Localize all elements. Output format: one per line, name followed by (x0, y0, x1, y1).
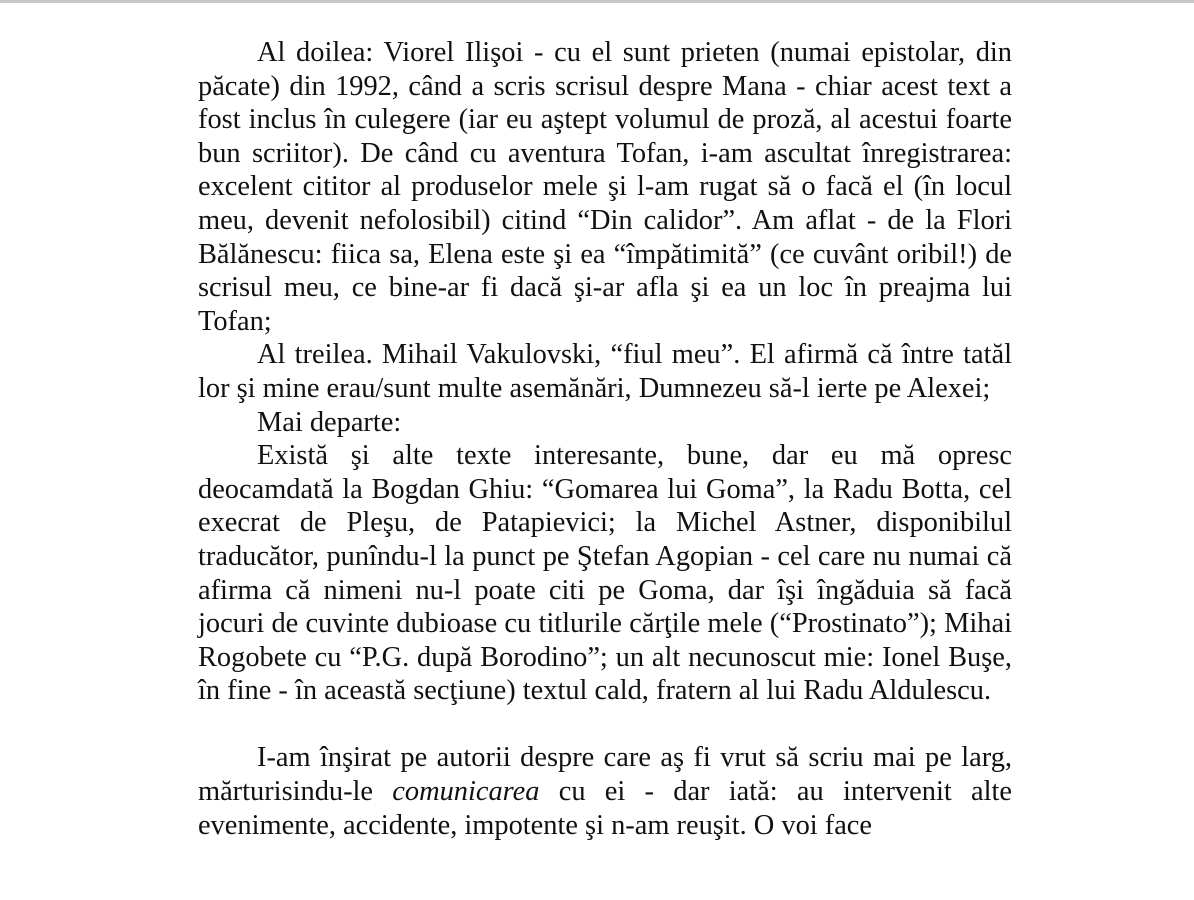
emphasis-comunicarea: comunicarea (392, 776, 540, 808)
blank-line (198, 708, 1012, 742)
document-page[interactable] (198, 36, 1012, 842)
paragraph-autorii-text-2: cu ei - dar iată: au intervenit alte evenimente, accidente, impotente şi n-am reuşit. O voi face (198, 776, 1012, 841)
paragraph-autorii-text-1: I-am înşirat pe autorii despre care aş fi vrut să scriu mai pe larg, mărturisindu-le (198, 742, 1012, 808)
paragraph-viorel-ilisoi: Al doilea: Viorel Ilişoi - cu el sunt prieten (numai epistolar, din păcate) din 1992, când a scris scrisul despre Mana - chiar acest text a fost inclus în culegere (iar eu aştept volumul de proză, al acestui foarte bun scriitor). De când cu aventura Tofan, i-am ascultat înregistrarea: excelent cititor al produselor mele şi l-am rugat să o facă el (în locul meu, devenit nefolosibil) citind “Din calidor”. Am aflat - de la Flori Bălănescu: fiica sa, Elena este şi ea “împătimită” (ce cuvânt oribil!) de scrisul meu, ce bine-ar fi dacă şi-ar afla şi ea un loc în preajma lui Tofan; (198, 37, 1012, 337)
paragraph-mai-departe: Mai departe: (257, 406, 402, 438)
paragraph-mihail-vakulovski: Al treilea. Mihail Vakulovski, “fiul meu”. El afirmă că între tatăl lor şi mine erau/sunt multe asemănări, Dumnezeu să-l ierte pe Alexei; (198, 339, 1012, 404)
paragraph-alte-texte: Există şi alte texte interesante, bune, dar eu mă opresc deocamdată la Bogdan Ghiu: “Gomarea lui Goma”, la Radu Botta, cel execrat de Pleşu, de Patapievici; la Michel Astner, disponibilul traducător, punîndu-l la punct pe Ştefan Agopian - cel care nu numai că afirma că nimeni nu-l poate citi pe Goma, dar îşi îngăduia să facă jocuri de cuvinte dubioase cu titlurile cărţile mele (“Prostinato”); Mihai Rogobete cu “P.G. după Borodino”; un alt necunoscut mie: Ionel Buşe, în fine - în această secţiune) textul cald, fratern al lui Radu Aldulescu. (198, 440, 1012, 707)
window-top-border (0, 0, 1194, 3)
paragraph-autorii (198, 741, 1012, 842)
